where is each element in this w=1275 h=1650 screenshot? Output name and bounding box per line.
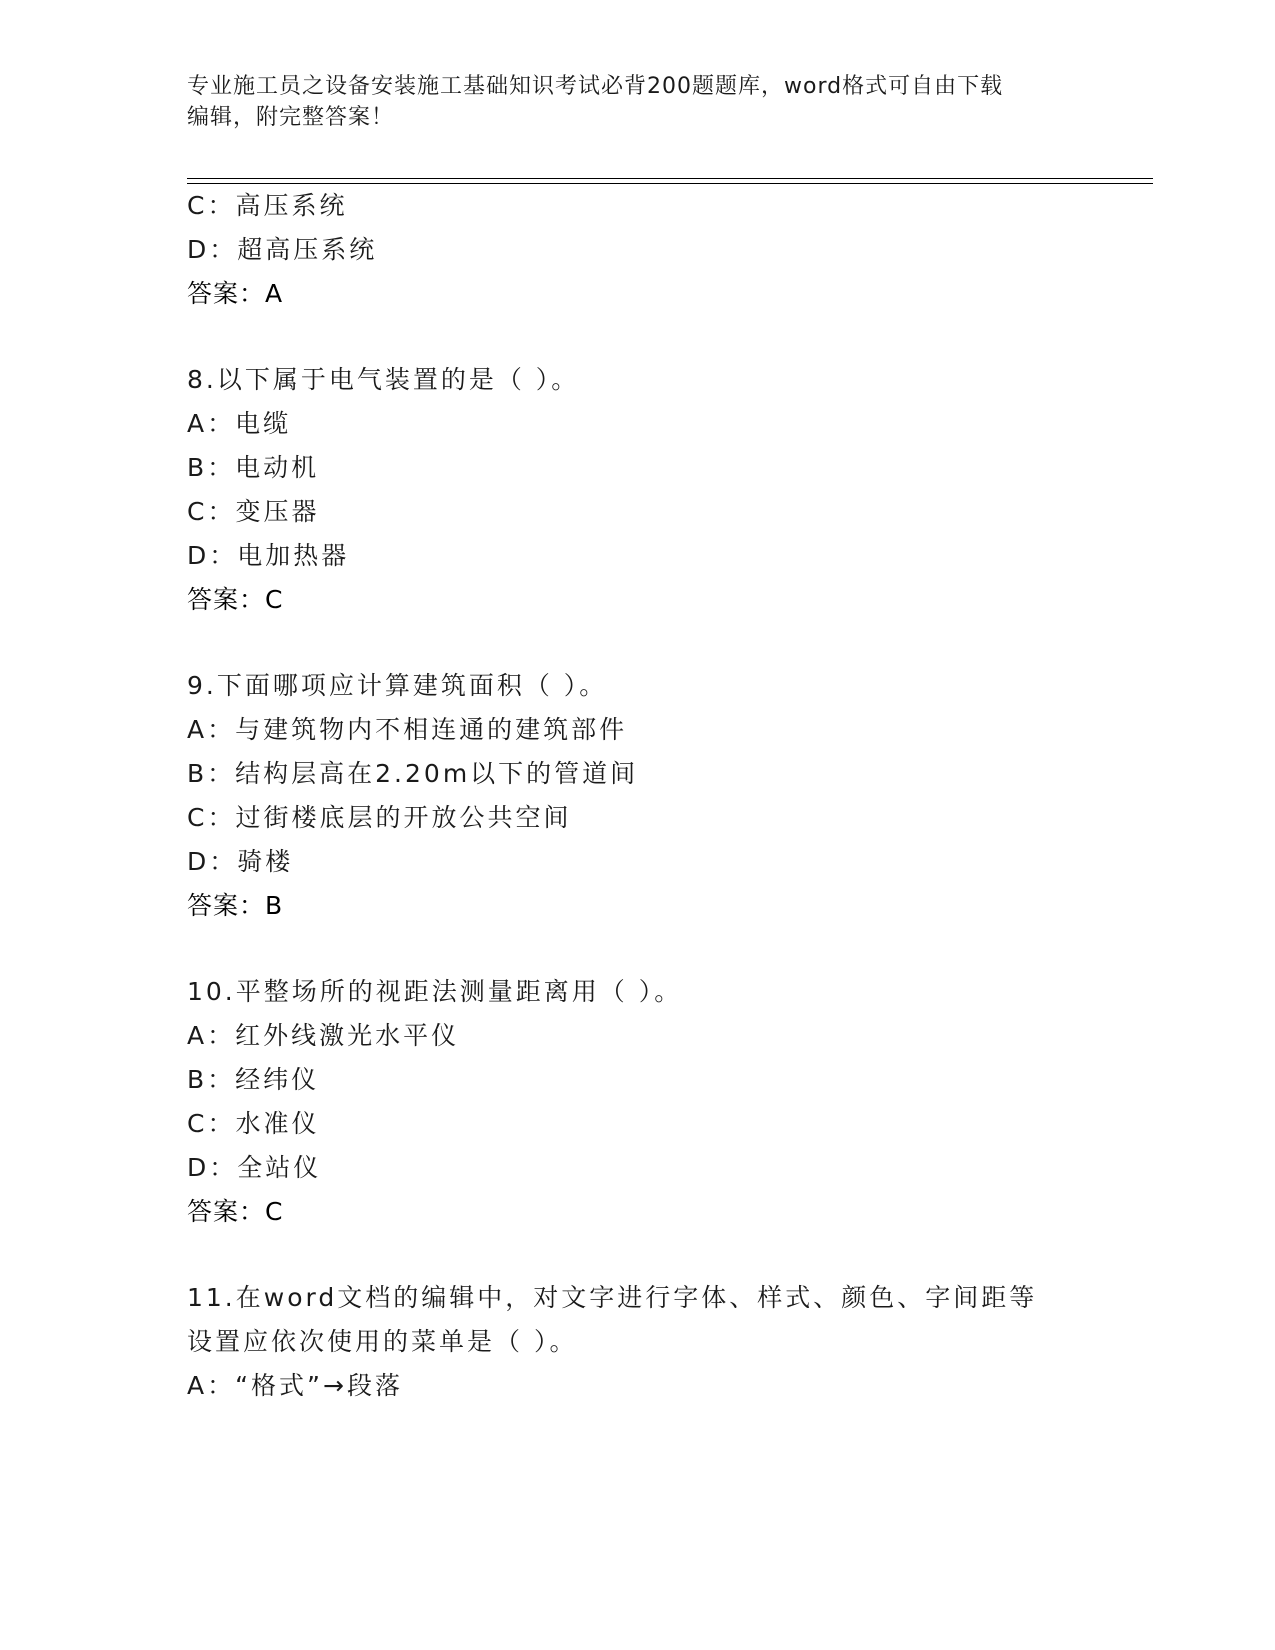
- header-title-line-2: 编辑，附完整答案！: [187, 105, 395, 130]
- q10-option-c: C：水准仪: [187, 1109, 320, 1138]
- q9-option-b: B：结构层高在2.20m以下的管道间: [187, 759, 639, 788]
- q8-option-d: D：电加热器: [187, 541, 350, 570]
- q7-option-c: C：高压系统: [187, 191, 348, 220]
- q10-answer: 答案：C: [187, 1197, 284, 1226]
- q7-option-d: D：超高压系统: [187, 235, 378, 264]
- q7-answer: 答案：A: [187, 279, 284, 308]
- q8-option-c: C：变压器: [187, 497, 320, 526]
- header-divider-bottom: [187, 183, 1153, 184]
- q10-question: 10.平整场所的视距法测量距离用（ ）。: [187, 977, 683, 1006]
- q10-option-b: B：经纬仪: [187, 1065, 320, 1094]
- q10-option-d: D：全站仪: [187, 1153, 322, 1182]
- q9-option-d: D：骑楼: [187, 847, 294, 876]
- q8-answer: 答案：C: [187, 585, 284, 614]
- q9-option-a: A：与建筑物内不相连通的建筑部件: [187, 715, 628, 744]
- q11-question-line-1: 11.在word文档的编辑中，对文字进行字体、样式、颜色、字间距等: [187, 1283, 1038, 1312]
- q8-option-a: A：电缆: [187, 409, 292, 438]
- header-title-line-1: 专业施工员之设备安装施工基础知识考试必背200题题库，word格式可自由下载: [187, 74, 1004, 99]
- document-header: [187, 71, 1087, 133]
- q11-option-a: A：“格式”→段落: [187, 1371, 403, 1400]
- q9-answer: 答案：B: [187, 891, 284, 920]
- header-divider-top: [187, 178, 1153, 179]
- q11-question-line-2: 设置应依次使用的菜单是（ ）。: [187, 1327, 578, 1356]
- q9-question: 9.下面哪项应计算建筑面积（ ）。: [187, 671, 608, 700]
- q10-option-a: A：红外线激光水平仪: [187, 1021, 460, 1050]
- q8-option-b: B：电动机: [187, 453, 320, 482]
- q8-question: 8.以下属于电气装置的是（ ）。: [187, 365, 580, 394]
- q9-option-c: C：过街楼底层的开放公共空间: [187, 803, 572, 832]
